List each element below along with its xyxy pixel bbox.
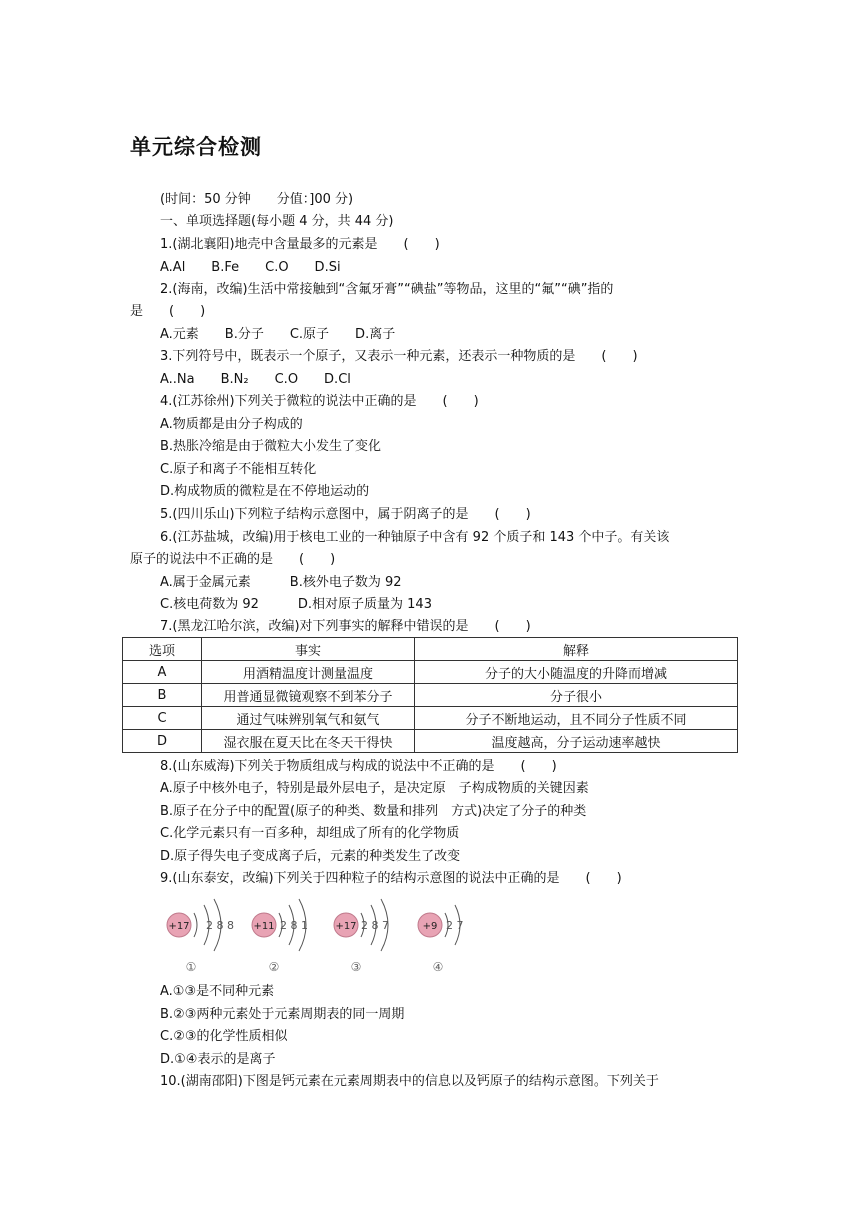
q4-option-c: C.原子和离子不能相互转化 <box>160 462 317 477</box>
q2-stem-cont: 是 ( ) <box>130 304 206 319</box>
table-header-cell: 选项 <box>123 638 202 661</box>
q5-stem: 5.(四川乐山)下列粒子结构示意图中，属于阴离子的是 ( ) <box>160 507 531 522</box>
q4-option-d: D.构成物质的微粒是在不停地运动的 <box>160 484 370 499</box>
table-cell: C <box>123 707 202 730</box>
q8-stem: 8.(山东威海)下列关于物质组成与构成的说法中不正确的是 ( ) <box>160 759 557 774</box>
q2-stem: 2.(海南，改编)生活中常接触到“含氟牙膏”“碘盐”等物品，这里的“氟”“碘”指的 <box>160 282 614 297</box>
q9-option-b: B.②③两种元素处于元素周期表的同一周期 <box>160 1007 405 1022</box>
q8-option-d: D.原子得失电子变成离子后，元素的种类发生了改变 <box>160 849 461 864</box>
table-cell: B <box>123 684 202 707</box>
nucleus-charge: +17 <box>335 921 357 932</box>
table-cell: D <box>123 730 202 753</box>
q7-stem: 7.(黑龙江哈尔滨，改编)对下列事实的解释中错误的是 ( ) <box>160 619 531 634</box>
table-header-cell: 事实 <box>202 638 415 661</box>
atom-diagram-4 <box>418 905 464 974</box>
diagram-label: ③ <box>350 960 362 974</box>
table-cell: 用酒精温度计测量温度 <box>202 661 415 684</box>
table-cell: 分子不断地运动，且不同分子性质不同 <box>415 707 738 730</box>
shell-electrons: 2 8 7 <box>361 919 389 932</box>
nucleus-charge: +9 <box>422 921 438 932</box>
q7-table <box>122 637 738 753</box>
section-heading: 一、单项选择题(每小题 4 分，共 44 分) <box>160 214 394 229</box>
atom-diagram-1 <box>167 899 234 974</box>
table-header-cell: 解释 <box>415 638 738 661</box>
q6-options-2: C.核电荷数为 92 D.相对原子质量为 143 <box>160 597 432 612</box>
q8-option-b: B.原子在分子中的配置(原子的种类、数量和排列 方式)决定了分子的种类 <box>160 804 587 819</box>
q4-option-a: A.物质都是由分子构成的 <box>160 417 303 432</box>
diagram-label: ② <box>268 960 280 974</box>
table-row <box>123 707 738 730</box>
exam-meta: (时间：50 分钟 分值：]00 分) <box>160 192 354 207</box>
q9-stem: 9.(山东泰安，改编)下列关于四种粒子的结构示意图的说法中正确的是 ( ) <box>160 871 622 886</box>
table-row <box>123 730 738 753</box>
q9-option-d: D.①④表示的是离子 <box>160 1052 276 1067</box>
atom-diagram-2 <box>252 899 308 974</box>
table-cell: 用普通显微镜观察不到苯分子 <box>202 684 415 707</box>
page-title: 单元综合检测 <box>130 135 262 159</box>
q8-option-c: C.化学元素只有一百多种，却组成了所有的化学物质 <box>160 826 460 841</box>
table-cell: A <box>123 661 202 684</box>
q6-stem-cont: 原子的说法中不正确的是 ( ) <box>130 552 336 567</box>
diagram-label: ① <box>185 960 197 974</box>
atom-diagram-3 <box>334 899 389 974</box>
q6-stem: 6.(江苏盐城，改编)用于核电工业的一种铀原子中含有 92 个质子和 143 个中子。有关该 <box>160 530 670 545</box>
q4-option-b: B.热胀冷缩是由于微粒大小发生了变化 <box>160 439 382 454</box>
shell-electrons: 2 8 1 <box>280 919 308 932</box>
q3-options: A..Na B.N₂ C.O D.Cl <box>160 372 351 387</box>
table-row <box>123 661 738 684</box>
nucleus-charge: +17 <box>168 921 190 932</box>
table-cell: 湿衣服在夏天比在冬天干得快 <box>202 730 415 753</box>
q8-option-a: A.原子中核外电子，特别是最外层电子，是决定原 子构成物质的关键因素 <box>160 781 589 796</box>
q2-options: A.元素 B.分子 C.原子 D.离子 <box>160 327 396 342</box>
table-cell: 分子的大小随温度的升降而增减 <box>415 661 738 684</box>
table-cell: 分子很小 <box>415 684 738 707</box>
q3-stem: 3.下列符号中，既表示一个原子，又表示一种元素，还表示一种物质的是 ( ) <box>160 349 638 364</box>
shell-electrons: 2 7 <box>446 919 464 932</box>
table-cell: 通过气味辨别氧气和氨气 <box>202 707 415 730</box>
diagram-label: ④ <box>432 960 444 974</box>
q1-options: A.Al B.Fe C.O D.Si <box>160 260 341 275</box>
table-row <box>123 684 738 707</box>
table-header-row <box>123 638 738 661</box>
q9-option-c: C.②③的化学性质相似 <box>160 1029 288 1044</box>
table-cell: 温度越高，分子运动速率越快 <box>415 730 738 753</box>
shell-electrons: 2 8 8 <box>206 919 234 932</box>
q9-option-a: A.①③是不同种元素 <box>160 984 275 999</box>
q1-stem: 1.(湖北襄阳)地壳中含量最多的元素是 ( ) <box>160 237 440 252</box>
q6-options-1: A.属于金属元素 B.核外电子数为 92 <box>160 575 402 590</box>
q4-stem: 4.(江苏徐州)下列关于微粒的说法中正确的是 ( ) <box>160 394 479 409</box>
q10-stem: 10.(湖南邵阳)下图是钙元素在元素周期表中的信息以及钙原子的结构示意图。下列关于 <box>160 1074 659 1089</box>
nucleus-charge: +11 <box>253 921 275 932</box>
atom-structure-diagrams <box>158 895 468 980</box>
